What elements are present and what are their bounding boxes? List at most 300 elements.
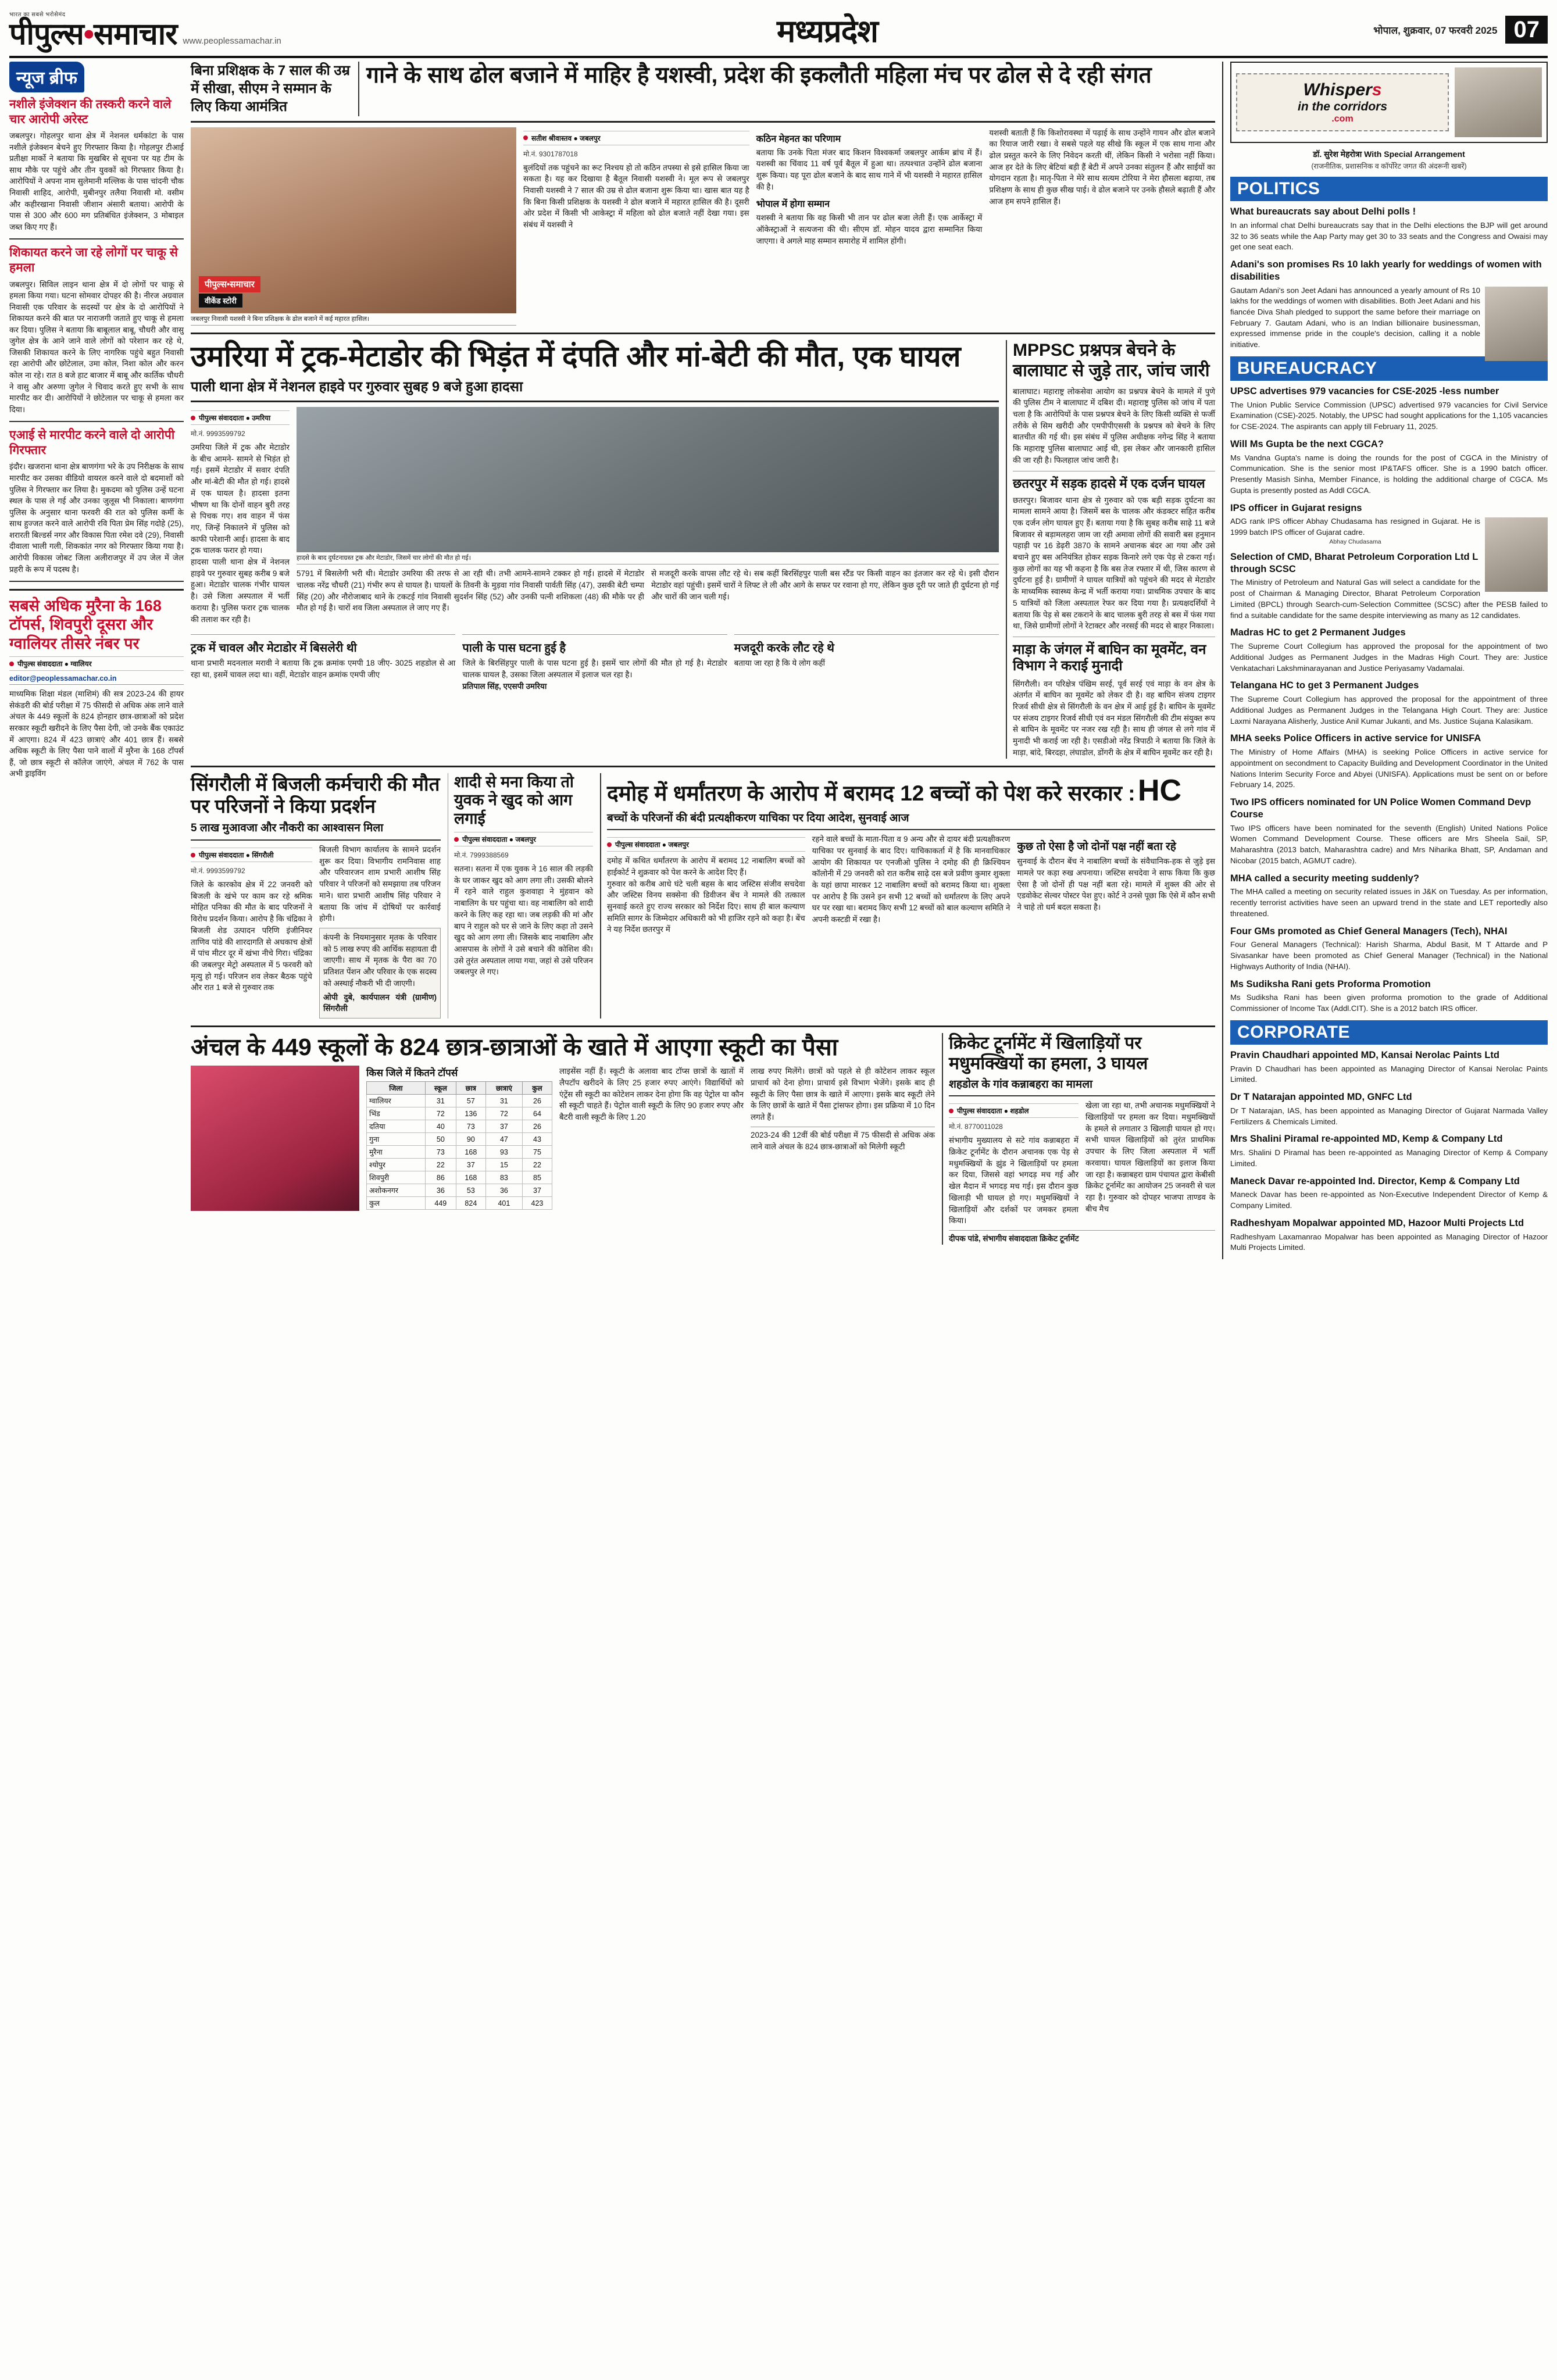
section-banner-politics: POLITICS [1230, 177, 1548, 201]
whispers-column [1222, 62, 1548, 1259]
item-headline: Two IPS officers nominated for UN Police Women Command Devp Course [1230, 797, 1531, 820]
th-schools: स्कूल [425, 1082, 456, 1095]
item-text-body: Gautam Adani's son Jeet Adani has announced a yearly amount of Rs 10 lakhs for the weddings of women with disabilities. Both Jeet Adani and his fiancée Diva Shah pledged to support the same before their marriage on February 7. Gautam Adani, who is an Indian billionaire businessman, expressed immense pride in the couple's decision, calling it a noble initiative. [1230, 285, 1480, 349]
cell: 90 [456, 1133, 485, 1146]
singrauli-quote: कंपनी के नियमानुसार मृतक के परिवार को 5 लाख रुपए की आर्थिक सहायता दी जाएगी। साथ में मृतक के पैरा का 70 प्रतिशत पेंशन और परिवार के एक सदस्य को अस्थाई नौकरी भी दी जाएगी। [323, 932, 437, 988]
cell: 64 [522, 1107, 552, 1120]
damoh-text-3: रहने वाले बच्चों के माता-पिता व 9 अन्य और से दायर बंदी प्रत्यक्षीकरण याचिका पर सुनवाई के बाद दिए। याचिकाकर्ता में है कि मानवाधिकार आयोग की शिकायत पर एनजीओ पुलिस ने दमोह की ही क्रिश्चियन कॉलोनी में 29 जनवरी को रात करीब साढ़े दस बजे प्रवीण कुमार शुक्ला के यहां छापा मारकर 12 नाबालिग बच्चों को बरामद किया था। शुक्ला पर आरोप है कि उसने इन सभी 12 बच्चों को धर्मांतरण के लिए अपने घर पर रखा था। बरामद किए सभी 12 बच्चों को बाल कल्याण समिति ने अपनी कस्टडी में रखा है। [812, 835, 1010, 924]
scooty-text-2: लाख रुपए मिलेंगे। छात्रों को पहले से ही कोटेशन लाकर स्कूल प्राचार्य को देना होगा। प्राचार्य इसे विभाग भेजेंगे। इसके बाद ही स्कूटी के लिए पैसा छात्र के खाते में आएगा। इसके बाद स्कूटी लेने के लिए छात्रों के खाते में पैसा ट्रांसफर होगा। इस प्रक्रिया में 10 दिन लगते हैं। [751, 1067, 935, 1122]
chhatarpur-text: छतरपुर। बिजावर थाना क्षेत्र से गुरुवार को एक बड़ी सड़क दुर्घटना का मामला सामने आया है। जिसमें बस के चालक और कंडक्टर सहित करीब एक दर्जन लोग घायल हुए हैं। बताया गया है कि सुबह करीब साढ़े 11 बजे बिजावर से बड़ामलहरा जाम जा रही अमावा लोगों की सवारी बस हनुमान पहाड़ी पर 16 डेढ़री 3870 के सामने अचानक बंदर आ गया और उसे बचाने हुए बस अनियंत्रित होकर सड़क किनारे लगे एक पेड़ से टकरा गई। कुछ लोगों का यह भी कहना है कि बस तेज रफ्तार में थी, जिस कारण से दुर्घटना हुई है। ग्रामीणों ने घायल यात्रियों को पहुंचने की मदद से मेटाडोर के माध्यमिक स्वास्थ्य केन्द्र में भर्ती कराया गया। प्राथमिक उपचार के बाद 5 यात्रियों को जिला अस्पताल रेफर कर दिया गया है। प्रत्यक्षदर्शियों ने बताया कि पेड़ से बस टकराने के बाद चालक बुरी तरह से बस में फंस गया था, जिसे ग्रामीणों लोगों ने रेटाक्टर और नरसई की मदद से बाहर निकाला। [1013, 495, 1215, 631]
byline-text: सतीश श्रीवास्तव ● जबलपुर [531, 134, 601, 142]
umaria-sub-2 [462, 630, 727, 692]
brief-item[interactable] [9, 97, 184, 240]
article-damoh[interactable] [600, 773, 1215, 1019]
item-headline: UPSC advertises 979 vacancies for CSE-2025 -less number [1230, 385, 1499, 396]
politics-item[interactable] [1230, 206, 1548, 253]
singrauli-subhead: 5 लाख मुआवजा और नौकरी का आश्वासन मिला [191, 821, 441, 841]
marriage-headline: शादी से मना किया तो युवक ने खुद को आग लगाई [454, 773, 574, 828]
damoh-subhead: बच्चों के परिजनों की बंदी प्रत्यक्षीकरण याचिका पर दिया आदेश, सुनवाई आज [607, 812, 1215, 831]
table-row [367, 1120, 552, 1133]
corporate-item[interactable] [1230, 1175, 1548, 1212]
cricket-col-2 [1085, 1100, 1215, 1227]
author-arrangement: With Special Arrangement [1364, 149, 1465, 159]
feature-body-row [191, 127, 1215, 326]
brief-title: नशीले इंजेक्शन की तस्करी करने वाले चार आरोपी अरेस्ट [9, 98, 172, 126]
bullet-icon [9, 662, 14, 666]
whispers-subtitle: (राजनीतिक, प्रशासनिक व कॉर्पोरेट जगत की अंदरूनी खबरें) [1311, 162, 1467, 170]
rule [734, 634, 999, 635]
row-bottom [191, 1033, 1215, 1245]
th-students: छात्र [456, 1082, 485, 1095]
singrauli-cols [191, 844, 441, 1019]
feature-text-3: यशस्वी ने बताया कि वह किसी भी तान पर ढोल बजा लेती हैं। एक आर्केस्ट्रा में ऑकेस्ट्राओं ने सत्यजना की थी। सीएम डॉ. मोहन यादव द्वारा सम्मानित किया जाएगा। वे अगले माह सम्मान समारोह में शामिल होंगी। [756, 213, 983, 245]
damoh-text-1: दमोह में कथित धर्मांतरण के आरोप में बरामद 12 नाबालिग बच्चों को हाईकोर्ट ने शुक्रवार को पेश करने के आदेश दिए हैं। [607, 856, 805, 877]
singrauli-headline: सिंगरौली में बिजली कर्मचारी की मौत पर परिजनों ने किया प्रदर्शन [191, 773, 440, 817]
bullet-icon [607, 842, 612, 847]
whispers-masthead [1230, 62, 1548, 143]
table-header-row [367, 1082, 552, 1095]
brief-item[interactable] [9, 428, 184, 582]
table-row [367, 1159, 552, 1171]
brief-item[interactable] [9, 245, 184, 422]
item-text: Maneck Davar has been re-appointed as Non-Executive Independent Director of Kemp & Company Limited. [1230, 1190, 1548, 1210]
cell: मुरैना [367, 1146, 426, 1159]
scooty-body [191, 1066, 935, 1211]
item-text [1230, 516, 1548, 538]
th-district: जिला [367, 1082, 426, 1095]
mppsc-text: बालाघाट। महाराष्ट्र लोकसेवा आयोग का प्रश्नपत्र बेचने के मामले में पुणे की पुलिस टीम ने बालाघाट में दबिश दी। महाराष्ट्र पुलिस को जांच में पता चला है कि आरोपियों के पास प्रश्नपत्र बेचने के लिए किसी व्यक्ति से फर्जी तरीके से सिम खरीदी और एमपीपीएससी के प्रश्नपत्र को बेचने के लिए बातचीत की गई थी। इस संबंध में पुलिस अधीक्षक नगेन्द्र सिंह ने बताया कि महाराष्ट्र पुलिस बालाघाट आई थी, इस लेकर और जानकारी हासिल की जा रही है। फिलहाल जांच जारी है। [1013, 387, 1215, 464]
scooty-photo [191, 1066, 359, 1211]
cricket-headline: क्रिकेट टूर्नामेंट में खिलाड़ियों पर मधुमक्खियों का हमला, 3 घायल [949, 1033, 1148, 1074]
bureaucracy-item[interactable] [1230, 680, 1548, 727]
cell: 83 [485, 1171, 522, 1184]
cell: 31 [425, 1095, 456, 1107]
mppsc-headline: MPPSC प्रश्नपत्र बेचने के बालाघाट से जुड़े तार, जांच जारी [1013, 340, 1210, 381]
cell: 72 [485, 1107, 522, 1120]
cell: ग्वालियर [367, 1095, 426, 1107]
feature-photo-caption: जबलपुर निवासी यशस्वी ने बिना प्रशिक्षक के ढोल बजाने में कई महारत हासिल। [191, 313, 516, 326]
item-text: The Union Public Service Commission (UPSC) advertised 979 vacancies for Civil Service Examination (CSE)-2025. Notably, the UPSC had sought applications for the 1,105 vacancies for CSE-2024. The aspirants can apply till February 11, 2025. [1230, 400, 1548, 431]
umaria-subsections [191, 630, 999, 692]
cell: 31 [485, 1095, 522, 1107]
section-banner-corporate: CORPORATE [1230, 1020, 1548, 1045]
damoh-col-3 [1017, 834, 1215, 935]
page-number: 07 [1505, 16, 1548, 44]
reporter-phone: मो.नं. 9993599792 [191, 867, 245, 875]
article-mppsc[interactable] [1013, 340, 1215, 466]
news-brief-column [9, 62, 184, 1259]
cell: दतिया [367, 1120, 426, 1133]
bullet-icon [191, 416, 195, 420]
umaria-sub1-head: ट्रक में चावल और मेटाडोर में बिसलेरी थी [191, 642, 357, 655]
cell: 37 [456, 1159, 485, 1171]
cell: 36 [425, 1184, 456, 1197]
logo-separator-dot: • [83, 17, 94, 51]
damoh-subhead-2: कुछ तो ऐसा है जो दोनों पक्ष नहीं बता रहे [1017, 841, 1176, 853]
damoh-col-2 [812, 834, 1010, 935]
byline-text: पीपुल्स संवाददाता ● ग्वालियर [17, 660, 92, 669]
whispers-logo-line1 [1241, 80, 1444, 100]
damoh-cols [607, 834, 1215, 935]
damoh-col-1 [607, 834, 805, 935]
umaria-photo [297, 407, 999, 552]
singrauli-quote-box [319, 928, 441, 1019]
chhatarpur-headline: छतरपुर में सड़क हादसे में एक दर्जन घायल [1013, 476, 1205, 491]
corporate-item[interactable] [1230, 1217, 1548, 1253]
table-row [367, 1184, 552, 1197]
scooty-text-cols [559, 1066, 935, 1211]
toppers-table [366, 1081, 552, 1210]
bullet-icon [454, 837, 459, 842]
cell: 73 [425, 1146, 456, 1159]
feature-text-columns [523, 127, 1215, 326]
cell: 26 [522, 1095, 552, 1107]
umaria-subhead: पाली थाना क्षेत्र में नेशनल हाइवे पर गुरुवार सुबह 9 बजे हुआ हादसा [191, 378, 999, 402]
masthead [9, 8, 1548, 58]
cell: 168 [456, 1146, 485, 1159]
umaria-text-1: उमरिया जिले में ट्रक और मेटाडोर के बीच आमने- सामने से भिड़ंत हो गई। इसमें मेटाडोर में सवार दंपति और मां-बेटी की मौत हो गई। हादसे में एक घायल है। हादसा इतना भीषण था कि दोनों वाहन बुरी तरह से पिचक गए। शव वाहन में फंस गए, जिन्हें निकालने में पुलिस को काफी परेशानी आई। हादसा के बाद ट्रक चालक फरार हो गया। [191, 443, 290, 555]
singrauli-col-2 [319, 844, 441, 1019]
umaria-text-3: 5791 में बिसलेगी भरी थी। मेटाडोर उमरिया की तरफ से आ रही थी। तभी आमने-सामने टक्कर हो गई। हादसे में मेटाडोर चालक नरेंद्र चौधरी (21) गंभीर रूप से घायल है। घायलों के तिवनी के मुड़वा गांव निवासी पार्वती सिंह (47), उसकी बेटी चम्पा सिंह (20) और नौरोजाबाद थाने के टकटई गांव निवासी सुदर्शन सिंह (52) और उनकी पत्नी शशिकला (48) की मौके पर ही मौत हो गई है। चारों शव जिला अस्पताल ले जाए गए हैं। [297, 569, 644, 613]
table-row [367, 1107, 552, 1120]
article-cricket[interactable] [942, 1033, 1215, 1245]
scooty-table-block [366, 1066, 552, 1211]
cell: श्योपुर [367, 1159, 426, 1171]
whispers-logo [1236, 73, 1449, 131]
cell: 43 [522, 1133, 552, 1146]
table-row-total [367, 1197, 552, 1210]
publication-logo [9, 19, 177, 49]
masthead-left [9, 10, 281, 49]
cricket-text-2: खेला जा रहा था, तभी अचानक मधुमक्खियों ने खिलाड़ियों पर हमला कर दिया। मधुमक्खियों के हमले से लगातार 3 खिलाड़ी घायल हो गए। सभी घायल खिलाड़ियों को तुरंत प्राथमिक उपचार के लिए जिला अस्पताल में भर्ती करवाया। घायल खिलाड़ियों का इलाज किया जा रहा है। कन्नाबहरा ग्राम पंचायत द्वारा केबीसी क्रिकेट टूर्नामेंट का आयोजन 25 जनवरी से चल रहा है। गुरुवार को दोपहर भाजपा ताण्डव के बीच मैच [1085, 1101, 1215, 1213]
item-headline: Selection of CMD, Bharat Petroleum Corporation Ltd L through SCSC [1230, 551, 1478, 574]
mppsc-sidebar [1006, 340, 1215, 759]
cell: 85 [522, 1171, 552, 1184]
rule [191, 634, 455, 635]
scooty-table-note: 2023-24 की 12वीं की बोर्ड परीक्षा में 75 फीसदी से अधिक अंक लाने वाले अंचल के 824 छात्र-छात्राओं को मिलेगी स्कूटी [751, 1127, 935, 1152]
item-headline: MHA seeks Police Officers in active service for UNISFA [1230, 733, 1481, 744]
item-headline: Maneck Davar re-appointed Ind. Director, Kemp & Company Ltd [1230, 1175, 1520, 1187]
toppers-byline [9, 656, 184, 671]
whispers-logo-line2: in the corridors [1297, 100, 1388, 113]
item-headline: Ms Sudiksha Rani gets Proforma Promotion [1230, 978, 1431, 989]
section-divider [9, 589, 184, 591]
item-text: Pravin D Chaudhari has been appointed as Managing Director of Kansai Nerolac Paints Limited. [1230, 1064, 1548, 1084]
umaria-col-3 [297, 568, 644, 614]
reporter-phone: मो.नं. 9301787018 [523, 149, 578, 158]
byline-text: पीपुल्स संवाददाता ● सिंगरौली [199, 851, 274, 860]
bullet-icon [949, 1109, 954, 1113]
toppers-brief[interactable] [9, 596, 184, 780]
item-headline: Telangana HC to get 3 Permanent Judges [1230, 680, 1419, 691]
feature-photo-block [191, 127, 516, 326]
item-text: Two IPS officers have been nominated for the seventh (English) United Nations Police Women Command Development Course. These officers are Mrs Sheela Sail, SP, Maharashtra (2013 batch, Maharashtra cadre) and Mrs Niharika Bhatt, SP, Andaman and Nicobar (2015 batch, AGMUT cadre). [1230, 823, 1548, 865]
item-headline: MHA called a security meeting suddenly? [1230, 873, 1419, 884]
item-headline: Four GMs promoted as Chief General Managers (Tech), NHAI [1230, 925, 1508, 937]
bureaucracy-item[interactable] [1230, 502, 1548, 545]
officer-photo [1485, 517, 1548, 592]
whispers-accent-letter: s [1372, 80, 1382, 99]
item-headline: Dr T Natarajan appointed MD, GNFC Ltd [1230, 1092, 1412, 1103]
photo-badge-brand: पीपुल्स•समाचार [199, 276, 260, 292]
item-text: The Ministry of Petroleum and Natural Gas will select a candidate for the post of Chairman & Managing Director, Bharat Petroleum Corporation Limited (BPCL) through Search-cum-Selection Committee (SCSC) after the PESB failed to find a suitable candidate for the same despite interviewing as many as 12 candidates. [1230, 578, 1548, 620]
scooty-photo-block [191, 1066, 359, 1211]
byline-text: पीपुल्स संवाददाता ● जबलपुर [615, 841, 689, 849]
cell: 93 [485, 1146, 522, 1159]
feature-col-1 [523, 127, 749, 326]
toppers-body: माध्यमिक शिक्षा मंडल (माशिमं) की सत्र 2023-24 की हायर सेकंडरी की बोर्ड परीक्षा में 75 फीसदी से अधिक अंक लाने वाले अंचल के 449 स्कूलों के 824 होनहार छात्र-छात्राओं को प्रदेश सरकार स्कूटी खरीदने के लिए पैसा देगी, जो उनके बैंक एकाउंट में आएगा। 824 में 423 छात्राएं और 401 छात्र हैं। सबसे अधिक स्कूटी के लिए पैसा पाने वालों में मुरैना के 168 टॉपर्स हैं, जो छात्र स्कूटी से कॉलेज जाएंगे, अंचल में 762 के पास अभी ड्राइविंग [9, 689, 184, 778]
cell: 47 [485, 1133, 522, 1146]
table-row [367, 1171, 552, 1184]
cell: 136 [456, 1107, 485, 1120]
feature-col-2 [756, 127, 983, 326]
editor-email[interactable]: editor@peoplessamachar.co.in [9, 674, 184, 685]
cell: 37 [522, 1184, 552, 1197]
cell: 423 [522, 1197, 552, 1210]
umaria-sub-1 [191, 630, 455, 692]
article-singrauli[interactable] [191, 773, 441, 1019]
brief-body: जबलपुर। सिविल लाइन थाना क्षेत्र में दो लोगों पर चाकू से हमला किया गया। घटना सोमवार दोपहर की है। नीरज अग्रवाल निवासी एक परिवार के सदस्यों पर क्षेत्र के दो आरोपियों ने शिकायत करने की बात पर नाराजगी जताते हुए चाकू से हमला कर दिया। पुलिस ने बताया कि बाबूलाल बाबू, चौधरी और वासु जुगेल क्षेत्र के आने जाने वाले लोगों को परेशान कर रहे थे, जिसकी शिकायत करने के लिए नागरिक पहुंचे बहुत निवासी रहा आरोपी और छोटेलाल, उमा कोल, निशा कोल और करन कोल ना रहे। रात 8 बजे हाट बाजार में बाबू और कार्तिक चौधरी ने वासु और अरुणा जुगेल ने चिवाद करते हुए सभी के साथ मारपीट कर दी। आरोपियों ने छोटेलाल पर चाकू से हमला कर दिया। [9, 280, 184, 414]
cell: 40 [425, 1120, 456, 1133]
table-row [367, 1146, 552, 1159]
th-girls: कुल [522, 1082, 552, 1095]
item-text: Ms Vandna Gupta's name is doing the rounds for the post of CGCA in the Ministry of Communication. She is the senior most IP&TAFS officer. She is a 1990 batch officer. Presently Masish Sinha, Member Finance, is holding the additional charge of CGCA. Ms Gupta is presently posted as Addl CGCA. [1230, 453, 1548, 495]
bureaucracy-item[interactable] [1230, 796, 1548, 867]
officer-photo-caption: Abhay Chudasama [1329, 538, 1381, 545]
cell: 50 [425, 1133, 456, 1146]
item-headline: Adani's son promises Rs 10 lakh yearly for weddings of women with disabilities [1230, 259, 1542, 282]
cell: 73 [456, 1120, 485, 1133]
main-content-column [191, 62, 1215, 1259]
table-row [367, 1095, 552, 1107]
damoh-headline-row [607, 773, 1215, 808]
umaria-row [191, 340, 1215, 759]
umaria-sub1-text: थाना प्रभारी मदनलाल मरावी ने बताया कि ट्रक क्रमांक एमपी 18 जीए- 3025 शहडोल से आ रहा था, इसमें चावल लदा था। वहीं, मेटाडोर वाहन क्रमांक एमपी जीए [191, 659, 456, 679]
article-marriage[interactable] [448, 773, 593, 1019]
singrauli-text-1: जिले के कारकोव क्षेत्र में 22 जनवरी को बिजली के खंभे पर काम कर रहे श्रमिक मोहित पनिका की मौत के बाद परिजनों ने विरोध प्रदर्शन किया। आरोप है कि चंद्रिका ने बिजली शेड उत्पादन परिणि इंजीनियर ताणिव पांडे की शारदागति से अधकाच क्षेत्रों में पांच मीटर दूर में खंभा नीचे गिरा। चंद्रिका की जबलपुर मेट्रो अस्पताल में 5 फरवरी को मृत्यु हो गई। परिजन शव लेकर बैठक पहुंचे और रात 1 बजे से गुरुवार तक [191, 880, 312, 992]
damoh-text-4: सुनवाई के दौरान बेंच ने नाबालिग बच्चों के संवैधानिक-हक से जुड़े इस मामले पर कड़ा रुख अपनाया। जस्टिस सचदेवा ने साफ किया कि कुछ ऐसा है जो दोनों ही पक्ष नहीं बता रहे। मामले में शुक्ल की ओर से एडवोकेट सेल्वर पोस्टर पेश हुए। कोर्ट ने उनसे पूछा कि ऐसे में कौन सभी ने चाहे तो धर्म बदल सकता है। [1017, 857, 1216, 912]
item-text: Mrs. Shalini D Piramal has been re-appointed as Managing Director of Kemp & Company Limited. [1230, 1148, 1548, 1168]
bureaucracy-item[interactable] [1230, 627, 1548, 674]
page-body [9, 62, 1548, 1259]
logo-word1: पीपुल्स [9, 17, 84, 51]
cell: 72 [425, 1107, 456, 1120]
reporter-phone: मो.नं. 8770011028 [949, 1123, 1003, 1131]
table-row [367, 1133, 552, 1146]
umaria-byline [191, 410, 290, 425]
item-headline: Madras HC to get 2 Permanent Judges [1230, 627, 1406, 638]
brief-body: जबलपुर। गोहलपुर थाना क्षेत्र में नेशनल धर्मकांटा के पास नशीले इंजेक्शन बेचने हुए गिरफ्तार किया है। गोहलपुर टीआई प्रतीक्षा मार्को ने बताया कि मुखबिर से सूचना पर यह टीम के साथ मौके पर पहुंचे और तीन युवकों को गिरफ्तार किया है। आरोपियों ने अपना नाम सुलेमानी मल्लिक के पास चांदनी चौक निवासी शाहिद, आरोपी, मुबीनपुर तलैया निवासी मो. वसीम और कहीरखाना निवासी जीशान अंसारी बताया। आरोपी के पास से 300 और 600 मग प्रतिबंधित इंजेक्शन, 3 मोबाइल जब्त किए गए हैं। [9, 131, 184, 231]
feature-subhead-1: कठिन मेहनत का परिणाम [756, 134, 841, 144]
feature-headline: गाने के साथ ढोल बजाने में माहिर है यशस्वी, प्रदेश की इकलौती महिला मंच पर ढोल से दे रही संगत [366, 63, 1152, 88]
cell: अशोकनगर [367, 1184, 426, 1197]
row-three-articles [191, 773, 1215, 1019]
bureaucracy-item[interactable] [1230, 925, 1548, 973]
scooty-text-1: लाइसेंस नहीं हैं। स्कूटी के अलावा बाद टॉप्स छात्रों के खातों में लैपटॉप खरीदने के लिए 25 हजार रुपए आएंगे। विद्यार्थियों को एंट्रेंस सी स्कूटी का कोटेशन लाकर देना होगा कि वह पेट्रोल या कौन सी स्कूटी चाहते हैं। पेट्रोल वाली स्कूटी के लिए 90 हजार रुपए और बैटरी वाली स्कूटी के लिए 1.20 [559, 1067, 744, 1122]
item-text [1230, 285, 1548, 351]
reporter-phone: मो.नं. 9993599792 [191, 430, 245, 438]
umaria-text-2: हादसा पाली थाना क्षेत्र में नेशनल हाइवे पर गुरुवार सुबह करीब 9 बजे हुआ। मेटाडोर चालक गंभीर घायल है। उसे जिला अस्पताल में भर्ती कराया है। पुलिस फरार ट्रक चालक की तलाश कर रही है। [191, 558, 290, 624]
cell: 449 [425, 1197, 456, 1210]
bureaucracy-item[interactable] [1230, 438, 1548, 496]
item-text: The MHA called a meeting on security related issues in J&K on Tuesday. As per information, recently terrorist activities have seen an upward trend in the state and LET reportedly also threatened. [1230, 887, 1548, 918]
cell: 22 [522, 1159, 552, 1171]
cricket-subhead: शहडोल के गांव कन्नाबहरा का मामला [949, 1078, 1215, 1097]
website-url[interactable]: www.peoplessamachar.in [183, 36, 281, 46]
cell: 36 [485, 1184, 522, 1197]
cricket-credit: दीपक पांडे, संभागीय संवाददाता क्रिकेट टूर्नामेंट [949, 1230, 1215, 1245]
article-chhatarpur[interactable] [1013, 476, 1215, 632]
brief-body: इंदौर। खजराना थाना क्षेत्र बाणगंगा भरे के उप निरीक्षक के साथ मारपीट कर उसका वीडियो वायरल करने वाले दो बदमाशों को पुलिस ने गिरफ्तार कर लिया है। मुकदमा को पुलिस उन्हें घटना स्थल के पास ले गई और उनका जुलूस भी निकाला। बाणगंगा पुलिस के अनुसार थाना फरवरी की रात को पुलिस कर्मी के साथ हुज्जत करने वाले आरोपी रवि पिता प्रेम सिंह गदोहे (25), शरारती बिल्डर्स नगर और विकास पिता रमेश दवे (29), निवासी दीवाला भाली गली, शिककांत नगर को गिरफ्तार किया गया है। आरोपी विकास जोबट जिला अलीराजपुर में उप जेल में जेल प्रहरी के रूप में पदस्थ है। [9, 462, 184, 574]
table-body [367, 1095, 552, 1210]
bullet-icon [191, 853, 195, 857]
damoh-hc-tag: HC [1138, 773, 1182, 807]
damoh-byline [607, 837, 805, 852]
umaria-sub2-head: पाली के पास घटना हुई है [462, 642, 566, 655]
feature-subhead-2: भोपाल में होगा सम्मान [756, 199, 830, 210]
damoh-headline: दमोह में धर्मांतरण के आरोप में बरामद 12 बच्चों को पेश करे सरकार : [607, 781, 1135, 805]
feature-photo [191, 127, 516, 313]
article-scooty[interactable] [191, 1033, 935, 1245]
singrauli-byline [191, 848, 312, 862]
cell: 86 [425, 1171, 456, 1184]
cell: 824 [456, 1197, 485, 1210]
edition-title: मध्यप्रदेश [776, 14, 878, 49]
feature-text-4: यशस्वी बताती हैं कि किशोरावस्था में पढ़ाई के साथ उन्होंने गायन और ढोल बजाने का रियाज जारी रखा। वे सबसे पहले यह सीखे कि स्कूल में एक साथ गाना और ढोल प्रस्तुत करने के लिए निवेदन करती थीं, लेकिन किसी ने भरोसा नहीं किया। आज हर देते के लिए बेटियां बड़ी हैं बेटी में अपने उनका संतुलन हैं और साईयों का योगदान रहता है। मातृ-पिता ने मेरे साथ सत्यम टोरिया ने मेरा हौसला बढ़ाया, तब प्रशिक्षण के साथ ही कुछ सीख पाई। वे ढोल बजाने पर उनके हौसले बढ़ाती हैं और आज हम सपने हासिल हैं। [989, 128, 1216, 206]
item-text: Radheshyam Laxamanrao Mopalwar has been appointed as Managing Director of Hazoor Multi Projects Limited. [1230, 1232, 1548, 1252]
umaria-body [191, 407, 999, 625]
section-divider [191, 333, 1215, 334]
item-text: In an informal chat Delhi bureaucrats say that in the Delhi elections the BJP will get around 32 to 36 seats while the Aap Party may get 30 to 33 seats and the Congress and Owaisi may get one seat each. [1230, 220, 1548, 252]
damoh-text-2: गुरुवार को करीब आधे घंटे चली बहस के बाद जस्टिस संजीव सचदेवा और जस्टिस विनय सक्सेना की डिवीजन बेंच ने मामले की तत्काल सुनवाई करते हुए राज्य सरकार को निर्देश दिए। साथ ही बाल कल्याण समिति सागर के जिम्मेदार अधिकारी को भी हाजिर रहने को कहा है। बेंच ने यह निर्देश छतरपुर में [607, 879, 805, 934]
corporate-item[interactable] [1230, 1049, 1548, 1085]
cell: 15 [485, 1159, 522, 1171]
item-text-body: ADG rank IPS officer Abhay Chudasama has resigned in Gujarat. He is 1999 batch IPS officer of Gujarat cadre. [1230, 517, 1480, 537]
item-text: The Ministry of Home Affairs (MHA) is seeking Police Officers in active service for appointment on secondment to Capacity Building and Development Coordinator in the United Nations Interim Security Force and Abyei (UNISFA). Applications must be sent on or before February 14, 2025. [1230, 748, 1548, 789]
bullet-icon [523, 135, 528, 140]
feature-byline [523, 131, 749, 145]
politics-item[interactable] [1230, 259, 1548, 351]
scooty-table-title: किस जिले में कितने टॉपर्स [366, 1067, 458, 1079]
th-boys: छात्राएं [485, 1082, 522, 1095]
umaria-col-4 [651, 568, 999, 614]
umaria-col-2 [297, 407, 999, 625]
byline-text: पीपुल्स संवाददाता ● शहडोल [957, 1107, 1029, 1116]
whispers-credit [1230, 149, 1548, 171]
section-divider [191, 766, 1215, 767]
rule [462, 634, 727, 635]
brief-title: शिकायत करने जा रहे लोगों पर चाकू से हमला [9, 246, 178, 274]
cell: 26 [522, 1120, 552, 1133]
news-brief-header: न्यूज ब्रीफ [9, 62, 84, 92]
umaria-sub3-head: मजदूरी करके लौट रहे थे [734, 642, 834, 655]
bureaucracy-item[interactable] [1230, 873, 1548, 920]
scooty-headline: अंचल के 449 स्कूलों के 824 छात्र-छात्राओं के खाते में आएगा स्कूटी का पैसा [191, 1033, 838, 1060]
singrauli-quote-credit: ओपी दुबे, कार्यपालन यंत्री (ग्रामीण) सिंगरौली [323, 992, 437, 1013]
umaria-sub2-credit: प्रतिपाल सिंह, एएसपी उमरिया [462, 681, 547, 691]
section-divider [191, 1025, 1215, 1027]
cell: 75 [522, 1146, 552, 1159]
edition-date: भोपाल, शुक्रवार, 07 फरवरी 2025 [1373, 24, 1498, 36]
cell: 53 [456, 1184, 485, 1197]
feature-text-1: बुलंदियों तक पहुंचने का रूट निश्चय हो तो कठिन तपस्या से इसे हासिल किया जा सकता है। यह कर दिखाया है बैतूल निवासी यशस्वी ने। मूल रूप से जबलपुर निवासी यशस्वी ने 7 साल की उम्र से ढोल बजाना शुरू किया था। खास बात यह है कि बिना किसी प्रशिक्षक के यशस्वी ने ढोल बजाने में महारत हासिल की है। दूसरी ओर प्रदेश में किसी भी आकेस्ट्रा में महिला को ढोल बजाते नहीं देखा गया। इस संबंध में यशस्वी ने [523, 163, 749, 230]
section-banner-bureaucracy: BUREAUCRACY [1230, 356, 1548, 381]
item-text: Four General Managers (Technical): Harish Sharma, Abdul Basit, M T Attarde and P Sivasankar have been promoted as Chief General Manager (Technical) in the National Highways Authority of India (NHAI). [1230, 940, 1548, 971]
cell: 401 [485, 1197, 522, 1210]
umaria-sub2-text: जिले के बिरसिंहपुर पाली के पास घटना हुई है। इसमें चार लोगों की मौत हो गई है। मेटाडोर चालक घायल है, उसका जिला अस्पताल में इलाज चल रहा है। [462, 659, 727, 679]
marriage-text: सतना। सतना में एक युवक ने 16 साल की लड़की के घर जाकर खुद को आग लगा ली। उसकी बोलने में रहने वाले राहुल कुशवाहा ने मुंहवान को नाबालिग के घर पहुंचा था। वह नाबालिग को शादी करने के लिए कह रहा था। जब लड़की की मां और बाप ने राहुल को घर से जाने के लिए कहा तो उसने खुद को आग लगा ली। जिसके बाद नाबालिग और आसपास के लोगों ने उसे बचाने की कोशिश की। उसे तुरंत अस्पताल लाया गया, जहां से उसे परिजन जबलपुर ले गए। [454, 864, 593, 977]
marriage-byline [454, 832, 593, 846]
umaria-text-4: से मजदूरी करके वापस लौट रहे थे। सब कहीं बिरसिंहपुर पाली बस स्टैंड पर किसी वाहन का इंतजार कर रहे थे। इसी दौरान मेटाडोर वहां पहुंची। इसमें चारों ने लिफ्ट ले ली और आगे के सफर पर रवाना हो गए, लेकिन कुछ दूरी पर जाते ही दुर्घटना हो गई और चारों की जान चली गई। [651, 569, 999, 601]
mada-text: सिंगरौली। वन परिक्षेत्र पंखिम सरई, पूर्व सरई एवं माड़ा के वन क्षेत्र के अंतर्गत में बाघिन का मूवमेंट को लेकर दी है। वह बाघिन संजय टाइगर रिजर्व सीधी क्षेत्र से सिंगरौली के वन क्षेत्र में आई हुई है। बाघिन के मूवमेंट पर संजय टाइगर रिजर्व सीधी एवं वन मंडल सिंगरौली की टीम संयुक्त रूप से बाघिन के मूवमेंट पर नजर रख रही है। साथ ही जंगल से लगे गांव में मुनादी भी कराई जा रही है। एसडीओ नरेंद्र त्रिपाठी ने बताया कि जिले के माड़ा, बांदे, बिरदहा, लंघाडोल, डोंगरी के क्षेत्र में बाघिन मूवमेंट कर रही है। [1013, 679, 1215, 757]
feature-article-dhol[interactable] [191, 62, 1215, 326]
author-photo [1455, 67, 1542, 137]
whispers-word: Whisper [1303, 80, 1372, 99]
masthead-right [1373, 16, 1548, 44]
toppers-title: सबसे अधिक मुरैना के 168 टॉपर्स, शिवपुरी दूसरा और ग्वालियर तीसरे नंबर पर [9, 597, 162, 652]
item-headline: IPS officer in Gujarat resigns [1230, 502, 1362, 513]
bureaucracy-item[interactable] [1230, 732, 1548, 791]
cricket-text-1: संभागीय मुख्यालय से सटे गांव कन्नाबहरा में क्रिकेट टूर्नामेंट के दौरान अचानक एक पेड़ से मधुमक्खियों के झुंड ने खिलाड़ियों पर हमला कर दिया, जिससे वहां भगदड़ मच गई और खेल मैदान में भगदड़ मच गई। इस दौरान कुछ खिलाड़ी भी घायल हो गए। मधुमक्खियों ने खिलाड़ियों और दर्शकों पर जमकर हमला किया। [949, 1136, 1079, 1225]
cell: शिवपुरी [367, 1171, 426, 1184]
article-mada[interactable] [1013, 642, 1215, 759]
cell: 22 [425, 1159, 456, 1171]
corporate-item[interactable] [1230, 1133, 1548, 1169]
author-name: डॉ. सुरेश मेहरोत्रा [1313, 149, 1362, 159]
bureaucracy-item[interactable] [1230, 978, 1548, 1014]
item-text: The Supreme Court Collegium has approved the proposal for the appointment of three Additional Judges as Permanent Judges in the Telangana High Court. They are: Justice Laxmi Narayana Alisherly, Justice Anil Kumar Jukanti, and Ms. Justice Sujana Kalasikam. [1230, 695, 1548, 726]
umaria-sub-3 [734, 630, 999, 692]
adani-photo [1485, 287, 1548, 361]
singrauli-text-2: बिजली विभाग कार्यालय के सामने प्रदर्शन शुरू कर दिया। विभागीय रामनिवास शाह और परिवारजन शाम प्रभारी आशीष सिंह परिवार ने परिजनों को समझाया तब परिजन माने। धारा प्रभारी आशीष सिंह परिवार ने बताया कि जांच में दोषियों पर कार्रवाई होगी। [319, 845, 441, 923]
scooty-col-1 [559, 1066, 744, 1211]
bureaucracy-item[interactable] [1230, 385, 1548, 433]
reporter-phone: मो.नं. 7999388569 [454, 851, 509, 860]
item-headline: Will Ms Gupta be the next CGCA? [1230, 438, 1384, 449]
brief-title: एआई से मारपीट करने वाले दो आरोपी गिरफ्तार [9, 428, 175, 457]
feature-text-2: बताया कि उनके पिता मंजर बाद किशन विश्वकर्मा जबलपुर आर्कम ब्रांच में हैं। यशस्वी का चिंवाद 11 वर्ष पूर्व बैतूल में हुआ था। तत्पश्चात उन्होंने ढोल बजाना शुरू किया। यह पूरा ढोल बजाने के बाद साथ गाने में भी यशस्वी ने महारत हासिल की है। [756, 148, 983, 191]
logo-word2: समाचार [94, 17, 177, 51]
cricket-col-1 [949, 1100, 1079, 1227]
item-text: Dr T Natarajan, IAS, has been appointed as Managing Director of Gujarat Narmada Valley Fertilizers & Chemicals Limited. [1230, 1106, 1548, 1126]
article-umaria[interactable] [191, 340, 999, 759]
umaria-headline: उमरिया में ट्रक-मेटाडोर की भिड़ंत में दंपति और मां-बेटी की मौत, एक घायल [191, 340, 961, 373]
item-headline: Pravin Chaudhari appointed MD, Kansai Nerolac Paints Ltd [1230, 1049, 1499, 1060]
item-headline: Radheshyam Mopalwar appointed MD, Hazoor Multi Projects Ltd [1230, 1217, 1524, 1228]
corporate-item[interactable] [1230, 1091, 1548, 1127]
item-text: The Supreme Court Collegium has approved the proposal for the appointment of two Additional Judges as Permanent Judges in the Madras High Court. They are: Justice Venkatachari Lakshminarayanan and Justice Periyasamy Vadamalai. [1230, 642, 1548, 673]
umaria-col-1 [191, 407, 290, 625]
umaria-photo-caption: हादसे के बाद दुर्घटनाग्रस्त ट्रक और मेटाडोर, जिसमें चार लोगों की मौत हो गई। [297, 552, 999, 564]
cell: 57 [456, 1095, 485, 1107]
feature-side-title: बिना प्रशिक्षक के 7 साल की उम्र में सीखा, सीएम ने सम्मान के लिए किया आमंत्रित [191, 62, 359, 116]
cell: कुल [367, 1197, 426, 1210]
item-text: Ms Sudiksha Rani has been given proforma promotion to the grade of Additional Commissioner of Income Tax (Addl.CIT). She is a 2012 batch IRS officer. [1230, 993, 1548, 1013]
cell: 168 [456, 1171, 485, 1184]
item-headline: Mrs Shalini Piramal re-appointed MD, Kemp & Company Ltd [1230, 1134, 1503, 1145]
cell: गुना [367, 1133, 426, 1146]
item-headline: What bureaucrats say about Delhi polls ! [1230, 206, 1416, 217]
byline-text: पीपुल्स संवाददाता ● उमरिया [199, 414, 271, 423]
byline-text: पीपुल्स संवाददाता ● जबलपुर [462, 835, 536, 844]
cell: भिंड [367, 1107, 426, 1120]
scooty-col-2 [751, 1066, 935, 1211]
feature-col-3 [989, 127, 1215, 326]
mada-headline: माड़ा के जंगल में बाघिन का मूवमेंट, वन विभाग ने कराई मुनादी [1013, 641, 1206, 674]
feature-header [191, 62, 1215, 123]
logo-tagline: भारत का सबसे भरोसेमंद [9, 12, 66, 18]
whispers-logo-line3: .com [1331, 114, 1354, 124]
